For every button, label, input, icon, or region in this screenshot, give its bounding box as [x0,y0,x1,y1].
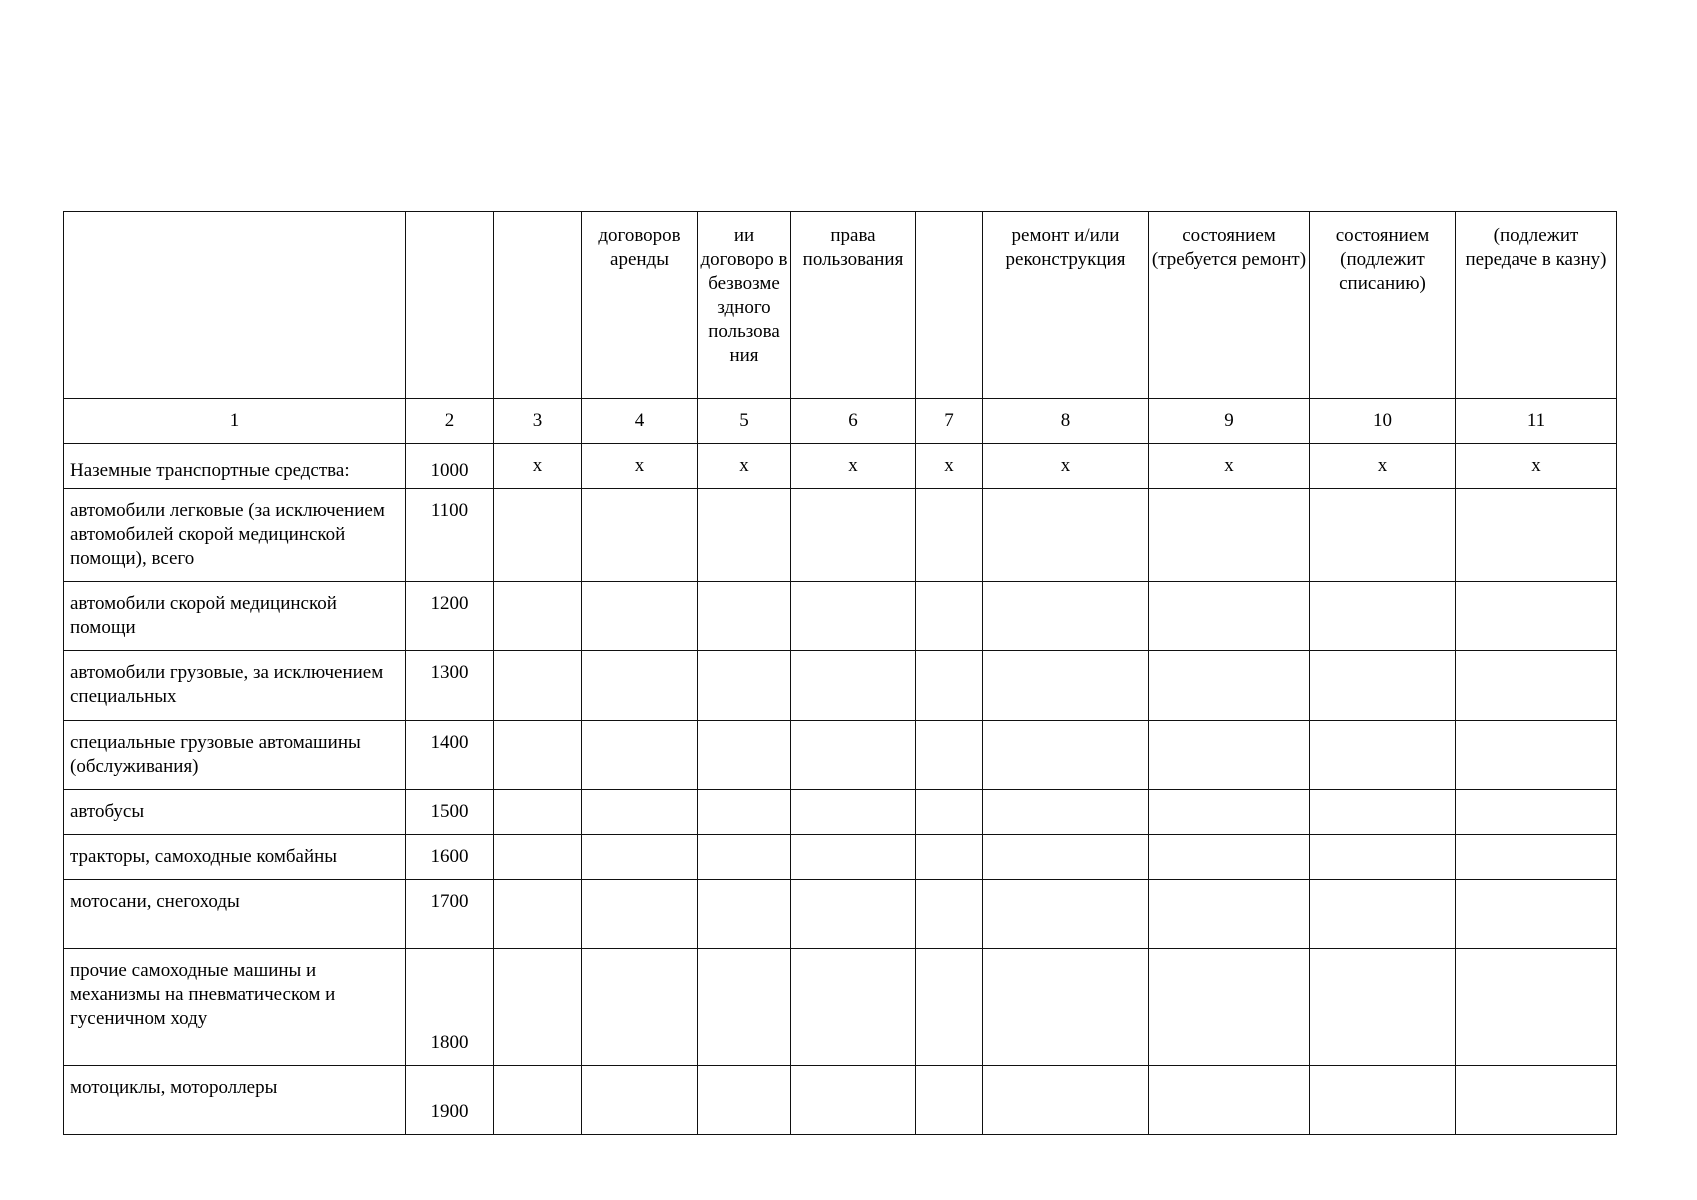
data-cell [1149,835,1310,880]
data-cell [1456,949,1617,1066]
row-code: 1800 [406,949,494,1066]
table-row [64,721,1617,790]
data-cell [698,949,791,1066]
data-cell [1310,582,1456,651]
data-cell [582,880,698,949]
header-cell-1 [64,212,406,399]
header-cell-5: ии договоро в безвозме здного пользова ния [698,212,791,399]
data-cell [1149,880,1310,949]
data-cell [983,582,1149,651]
table-row [64,489,1617,582]
data-cell [983,651,1149,721]
data-cell [983,949,1149,1066]
row-label: автобусы [64,790,406,835]
column-number-4: 4 [582,399,698,444]
data-cell [1310,489,1456,582]
data-cell [791,721,916,790]
data-cell [582,835,698,880]
data-cell [582,489,698,582]
data-cell [916,582,983,651]
data-cell [916,651,983,721]
column-number-3: 3 [494,399,582,444]
header-cell-2 [406,212,494,399]
data-cell [582,721,698,790]
data-cell [698,721,791,790]
header-cell-10: состоянием (подлежит списанию) [1310,212,1456,399]
row-label: автомобили грузовые, за исключением специальных [64,651,406,721]
header-cell-9: состоянием (требуется ремонт) [1149,212,1310,399]
data-cell [582,651,698,721]
data-cell [1149,1066,1310,1135]
data-cell [1149,582,1310,651]
data-cell [791,880,916,949]
row-label: автомобили скорой медицинской помощи [64,582,406,651]
header-fragment-row [64,212,1617,399]
row-code: 1100 [406,489,494,582]
data-cell [791,1066,916,1135]
data-cell [1310,651,1456,721]
not-applicable-mark: x [983,444,1149,489]
column-number-11: 11 [1456,399,1617,444]
not-applicable-mark: x [582,444,698,489]
column-number-6: 6 [791,399,916,444]
data-cell [698,651,791,721]
data-cell [698,790,791,835]
row-code: 1600 [406,835,494,880]
not-applicable-mark: x [494,444,582,489]
data-cell [1310,1066,1456,1135]
column-number-2: 2 [406,399,494,444]
table-row [64,582,1617,651]
data-cell [494,1066,582,1135]
data-cell [791,489,916,582]
data-cell [1310,949,1456,1066]
data-cell [791,790,916,835]
not-applicable-mark: x [1456,444,1617,489]
table-body [64,212,1617,1135]
column-number-8: 8 [983,399,1149,444]
row-label: прочие самоходные машины и механизмы на пневматическом и гусеничном ходу [64,949,406,1066]
data-cell [1456,790,1617,835]
data-cell [983,880,1149,949]
row-code: 1200 [406,582,494,651]
table-row [64,880,1617,949]
data-cell [1310,835,1456,880]
data-cell [698,582,791,651]
data-cell [983,721,1149,790]
data-cell [698,880,791,949]
data-cell [494,880,582,949]
data-cell [791,582,916,651]
data-cell [1456,489,1617,582]
data-cell [916,835,983,880]
data-cell [1149,721,1310,790]
not-applicable-mark: x [791,444,916,489]
data-cell [494,835,582,880]
row-code: 1400 [406,721,494,790]
header-cell-6: права пользования [791,212,916,399]
not-applicable-mark: x [1310,444,1456,489]
data-cell [494,489,582,582]
header-cell-3 [494,212,582,399]
data-cell [916,489,983,582]
data-cell [916,949,983,1066]
data-cell [582,582,698,651]
data-cell [582,1066,698,1135]
table-row [64,1066,1617,1135]
table-row [64,651,1617,721]
row-code: 1300 [406,651,494,721]
data-cell [1149,489,1310,582]
data-cell [582,949,698,1066]
data-cell [1149,949,1310,1066]
row-code: 1700 [406,880,494,949]
data-cell [916,880,983,949]
data-cell [983,489,1149,582]
header-cell-4: договоров аренды [582,212,698,399]
data-cell [698,489,791,582]
data-cell [494,651,582,721]
data-cell [698,835,791,880]
not-applicable-mark: x [698,444,791,489]
data-cell [983,835,1149,880]
data-cell [791,835,916,880]
data-cell [1456,582,1617,651]
data-cell [1456,880,1617,949]
column-number-10: 10 [1310,399,1456,444]
data-cell [494,949,582,1066]
table-row [64,444,1617,489]
row-label: специальные грузовые автомашины (обслуживания) [64,721,406,790]
data-cell [916,1066,983,1135]
table-row [64,835,1617,880]
data-cell [1310,721,1456,790]
data-cell [791,651,916,721]
data-cell [983,790,1149,835]
not-applicable-mark: x [916,444,983,489]
data-cell [916,721,983,790]
column-number-7: 7 [916,399,983,444]
header-cell-8: ремонт и/или реконструкция [983,212,1149,399]
data-cell [494,721,582,790]
not-applicable-mark: x [1149,444,1310,489]
data-cell [1456,1066,1617,1135]
column-number-5: 5 [698,399,791,444]
vehicle-report-table [63,211,1617,1135]
data-cell [791,949,916,1066]
data-cell [698,1066,791,1135]
header-cell-7 [916,212,983,399]
header-cell-11: (подлежит передаче в казну) [1456,212,1617,399]
row-label: Наземные транспортные средства: [64,444,406,489]
row-label: мотоциклы, мотороллеры [64,1066,406,1135]
data-cell [1149,790,1310,835]
row-code: 1000 [406,444,494,489]
column-number-row [64,399,1617,444]
row-label: тракторы, самоходные комбайны [64,835,406,880]
column-number-1: 1 [64,399,406,444]
data-cell [916,790,983,835]
data-cell [1456,835,1617,880]
row-label: автомобили легковые (за исключением автомобилей скорой медицинской помощи), всего [64,489,406,582]
column-number-9: 9 [1149,399,1310,444]
data-cell [1456,721,1617,790]
table-row [64,790,1617,835]
table-row [64,949,1617,1066]
row-code: 1500 [406,790,494,835]
data-cell [1149,651,1310,721]
data-cell [494,582,582,651]
row-code: 1900 [406,1066,494,1135]
data-cell [1310,880,1456,949]
data-cell [582,790,698,835]
data-cell [1456,651,1617,721]
data-cell [1310,790,1456,835]
data-cell [983,1066,1149,1135]
row-label: мотосани, снегоходы [64,880,406,949]
data-cell [494,790,582,835]
